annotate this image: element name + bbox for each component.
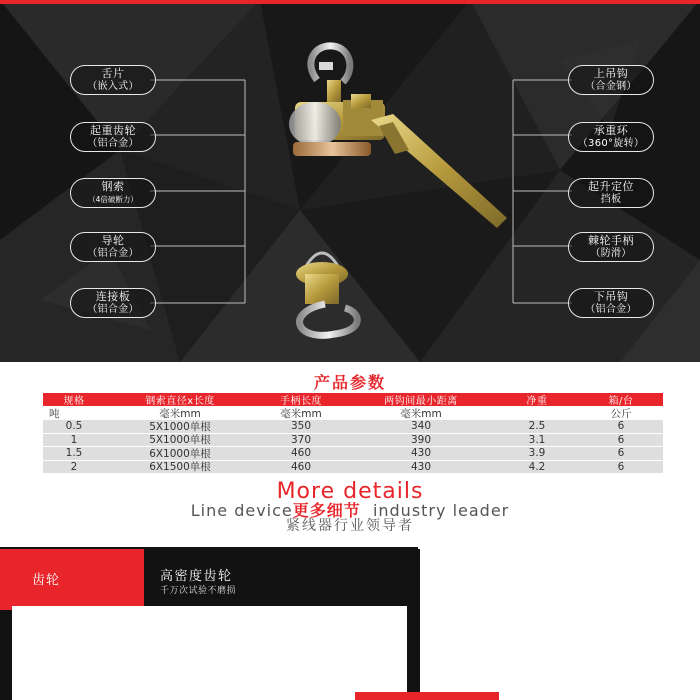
table-cell: 3.9: [528, 447, 546, 460]
feature-side-area: [418, 549, 700, 700]
feature-subtitle: 千万次试验不磨损: [160, 586, 237, 596]
table-cell: 6: [617, 420, 625, 433]
table-cell: 4.2: [528, 460, 546, 473]
hero-top-accent-line: [0, 0, 700, 4]
label-load-ring: 承重环 （360°旋转）: [568, 122, 654, 152]
table-cell: 350: [290, 420, 312, 433]
params-table: [43, 393, 663, 474]
table-cell: 340: [410, 420, 432, 433]
label-upper-hook: 上吊钩 （合金钢）: [568, 65, 654, 95]
header-box-per-unit: 箱/台: [608, 396, 634, 407]
unit-box-per-unit: 公斤: [610, 407, 632, 420]
header-handle-length: 手柄长度: [280, 396, 322, 407]
header-rope-size: 钢索直径x长度: [145, 396, 215, 407]
unit-min-hook-distance: 毫米mm: [400, 407, 442, 420]
table-cell: 6: [617, 433, 625, 446]
cable-puller-product-image: [275, 42, 515, 342]
feature-image-area: [12, 606, 407, 700]
feature-tag-label: 齿轮: [32, 573, 61, 588]
feature-tag-box: [0, 549, 144, 610]
table-cell: 1: [70, 433, 78, 446]
label-wire-rope: 钢索 （4倍破断力）: [70, 178, 156, 208]
table-cell: 6X1500单根: [149, 461, 211, 474]
table-cell: 6: [617, 447, 625, 460]
table-cell: 430: [410, 447, 432, 460]
label-ratchet-handle: 棘轮手柄 （防滑）: [568, 232, 654, 262]
subtitle-accent: 更多细节: [292, 501, 361, 520]
label-lifting-gear: 起重齿轮 （铝合金）: [70, 122, 156, 152]
table-cell: 390: [410, 433, 432, 446]
header-min-hook-distance: 两钩间最小距离: [384, 396, 458, 407]
left-label-connector: [150, 78, 250, 308]
header-net-weight: 净重: [526, 396, 548, 407]
table-cell: 5X1000单根: [149, 434, 211, 447]
feature-title: 高密度齿轮: [160, 569, 233, 584]
unit-rope-size: 毫米mm: [159, 407, 201, 420]
label-guide-wheel: 导轮 （铝合金）: [70, 232, 156, 262]
table-cell: 370: [290, 433, 312, 446]
params-title: 产品参数: [313, 373, 386, 392]
feature-bottom-accent: [355, 692, 499, 700]
more-details-slogan: 紧线器行业领导者: [286, 518, 414, 534]
right-label-connector: [512, 78, 572, 308]
table-cell: 460: [290, 460, 312, 473]
table-cell: 1.5: [65, 447, 83, 460]
table-cell: 2.5: [528, 420, 546, 433]
label-tongue-piece: 舌片 （嵌入式）: [70, 65, 156, 95]
more-details-title: More details: [276, 479, 424, 504]
table-cell: 0.5: [65, 420, 83, 433]
label-connecting-plate: 连接板 （铝合金）: [70, 288, 156, 318]
table-header-row: [43, 393, 663, 406]
label-positioning-stop: 起升定位 挡板: [568, 178, 654, 208]
unit-handle-length: 毫米mm: [280, 407, 322, 420]
table-cell: 2: [70, 460, 78, 473]
subtitle-prefix: Line device: [190, 501, 293, 520]
header-spec: 规格: [63, 396, 85, 407]
subtitle-suffix: industry leader: [372, 501, 510, 520]
table-cell: 5X1000单根: [149, 420, 211, 433]
table-cell: 6: [617, 460, 625, 473]
unit-spec: 吨: [49, 407, 60, 420]
table-cell: 430: [410, 460, 432, 473]
label-lower-hook: 下吊钩 （铝合金）: [568, 288, 654, 318]
table-cell: 460: [290, 447, 312, 460]
table-row: [43, 461, 663, 475]
table-cell: 3.1: [528, 433, 546, 446]
table-cell: 6X1000单根: [149, 447, 211, 460]
